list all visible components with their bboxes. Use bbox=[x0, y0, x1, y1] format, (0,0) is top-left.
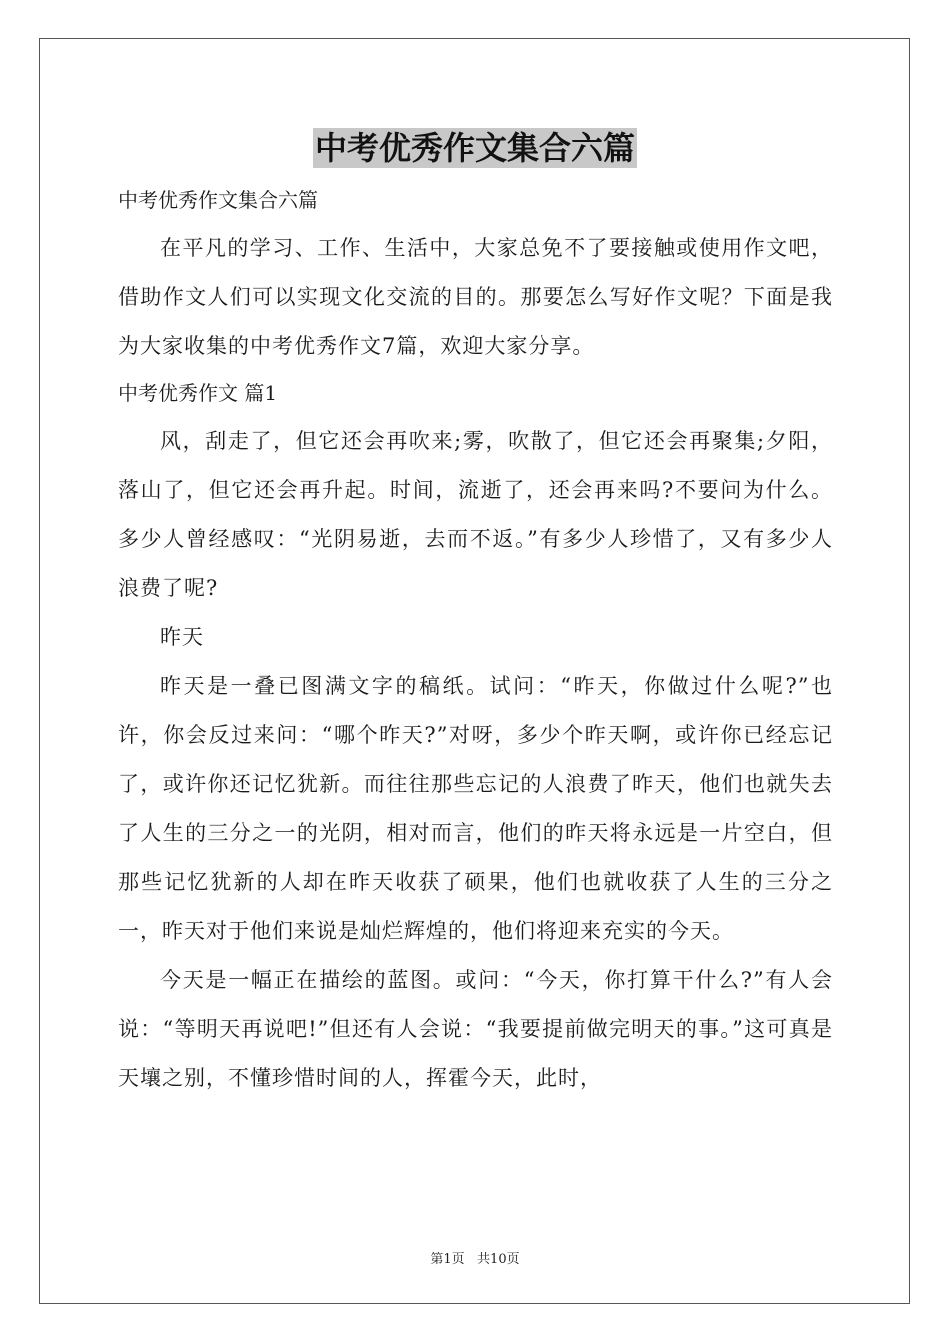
section-heading: 中考优秀作文 篇1 bbox=[118, 381, 278, 405]
title-container bbox=[0, 128, 950, 168]
intro-paragraph: 在平凡的学习、工作、生活中，大家总免不了要接触或使用作文吧，借助作文人们可以实现文化交流的目的。那要怎么写好作文呢？下面是我为大家收集的中考优秀作文7篇，欢迎大家分享。 bbox=[118, 236, 833, 358]
page-footer: 第1页 共10页 bbox=[430, 1252, 520, 1267]
body-paragraph-3: 昨天是一叠已图满文字的稿纸。试问：“昨天，你做过什么呢?”也许，你会反过来问：“哪个昨天?”对呀，多少个昨天啊，或许你已经忘记了，或许你还记忆犹新。而往往那些忘记的人浪费了昨天，他们也就失去了人生的三分之一的光阴，相对而言，他们的昨天将永远是一片空白，但那些记忆犹新的人却在昨天收获了硕果，他们也就收获了人生的三分之一，昨天对于他们来说是灿烂辉煌的，他们将迎来充实的今天。 bbox=[118, 674, 833, 943]
body-paragraph-4: 今天是一幅正在描绘的蓝图。或问：“今天，你打算干什么?”有人会说：“等明天再说吧!”但还有人会说：“我要提前做完明天的事。”这可真是天壤之别，不懂珍惜时间的人，挥霍今天，此时， bbox=[118, 968, 833, 1090]
body-paragraph-2: 昨天 bbox=[160, 625, 204, 649]
body-paragraph-1: 风，刮走了，但它还会再吹来;雾，吹散了，但它还会再聚集;夕阳，落山了，但它还会再升起。时间，流逝了，还会再来吗?不要问为什么。多少人曾经感叹：“光阴易逝，去而不返。”有多少人珍惜了，又有多少人浪费了呢? bbox=[118, 429, 833, 600]
document-body bbox=[118, 180, 833, 1103]
document-subtitle: 中考优秀作文集合六篇 bbox=[118, 188, 318, 212]
document-title: 中考优秀作文集合六篇 bbox=[314, 129, 635, 167]
